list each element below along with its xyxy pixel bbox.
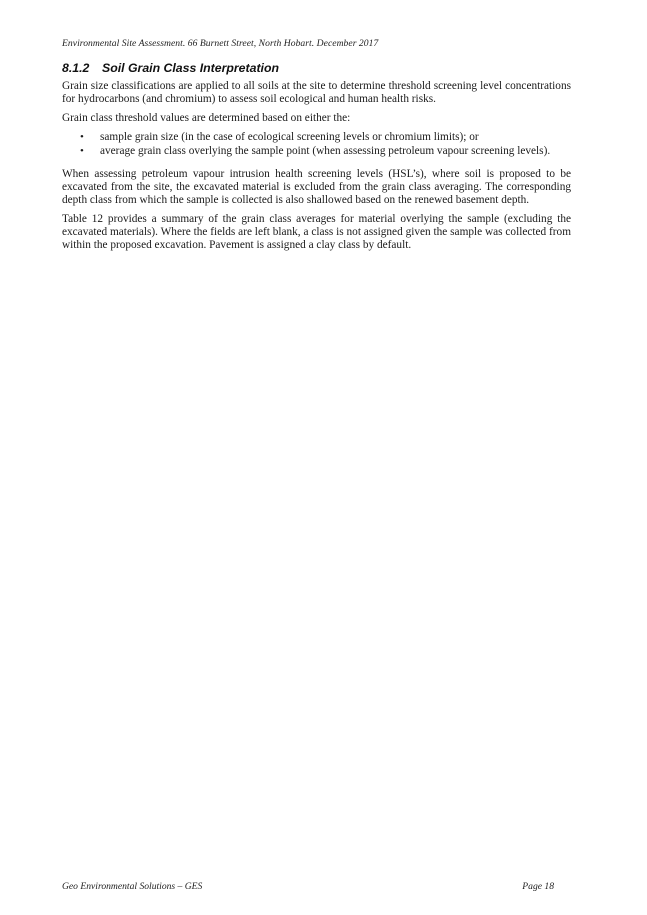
page-header [62, 38, 378, 49]
paragraph-table-summary: Table 12 provides a summary of the grain class averages for material overlying the sample (excluding the excavated materials). Where the fields are left blank, a class is not assigned given the sample was collected from within the proposed excavation. Pavement is assigned a clay class by default. [62, 213, 571, 251]
list-item [62, 145, 571, 159]
paragraph-threshold-basis: Grain class threshold values are determined based on either the: [62, 112, 351, 124]
paragraph-grain-size-intro: Grain size classifications are applied to all soils at the site to determine threshold screening level concentrations for hydrocarbons (and chromium) to assess soil ecological and human health risks. [62, 80, 571, 105]
bullet-icon: • [80, 131, 84, 143]
section-heading [62, 60, 571, 76]
document-body [62, 60, 571, 258]
list-item-text: sample grain size (in the case of ecological screening levels or chromium limits); or [100, 131, 479, 143]
paragraph-vapour-intrusion: When assessing petroleum vapour intrusion health screening levels (HSL’s), where soil is proposed to be excavated from the site, the excavated material is excluded from the grain class averaging. The corresponding depth class from which the sample is collected is also shallowed based on the renewed basement depth. [62, 168, 571, 206]
section-number: 8.1.2 [62, 61, 90, 75]
list-item-text: average grain class overlying the sample point (when assessing petroleum vapour screening levels). [100, 144, 551, 157]
page-number: Page 18 [522, 881, 554, 892]
footer-company: Geo Environmental Solutions – GES [62, 881, 203, 892]
bullet-list [62, 131, 571, 158]
header-text: Environmental Site Assessment. 66 Burnett Street, North Hobart. December 2017 [62, 38, 379, 49]
page-footer [62, 881, 554, 892]
section-title: Soil Grain Class Interpretation [102, 61, 279, 75]
bullet-icon: • [80, 144, 84, 157]
list-item [62, 131, 571, 145]
